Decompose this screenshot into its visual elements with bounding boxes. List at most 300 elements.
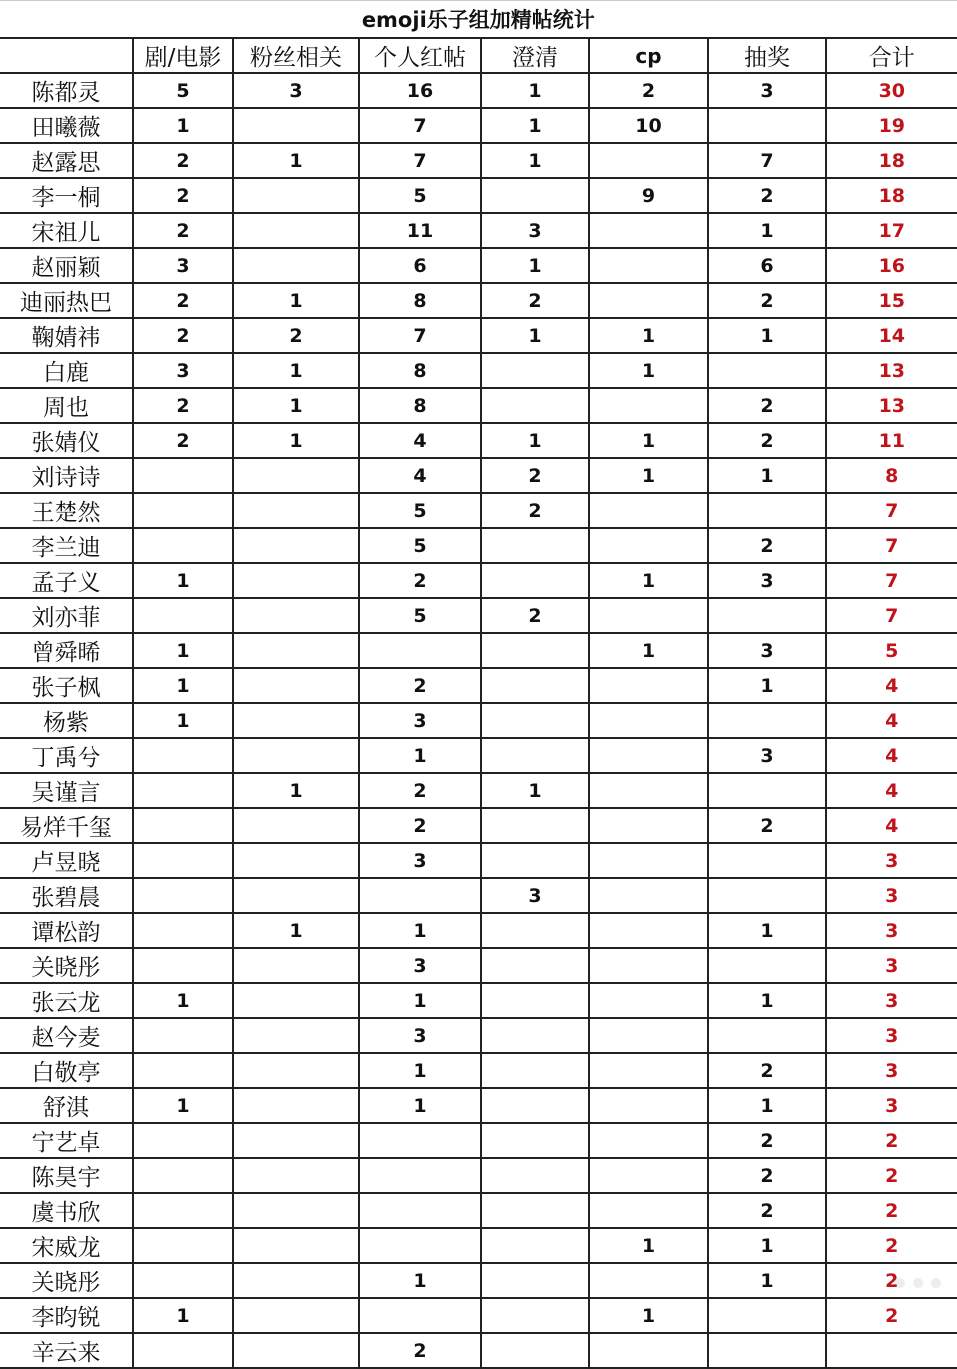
- lottery-cell: 1: [708, 1088, 826, 1123]
- lottery-cell: [708, 948, 826, 983]
- clarification-cell: 1: [481, 73, 589, 108]
- personal-hot-cell: 7: [359, 143, 481, 178]
- cp-cell: [589, 283, 708, 318]
- cp-cell: [589, 773, 708, 808]
- cp-cell: 10: [589, 108, 708, 143]
- clarification-cell: [481, 1298, 589, 1333]
- clarification-cell: 1: [481, 248, 589, 283]
- total-cell: 13: [826, 353, 957, 388]
- cp-cell: [589, 143, 708, 178]
- total-cell: [826, 1333, 957, 1368]
- fan-related-cell: [233, 633, 359, 668]
- table-row: [0, 1298, 957, 1333]
- table-row: [0, 423, 957, 458]
- lottery-cell: [708, 493, 826, 528]
- cp-cell: [589, 1053, 708, 1088]
- fan-related-cell: [233, 248, 359, 283]
- lottery-cell: 1: [708, 213, 826, 248]
- drama-movie-cell: [133, 493, 233, 528]
- total-cell: 2: [826, 1263, 957, 1298]
- cp-cell: [589, 668, 708, 703]
- table-row: [0, 948, 957, 983]
- cp-cell: [589, 493, 708, 528]
- personal-hot-cell: 16: [359, 73, 481, 108]
- personal-hot-cell: 2: [359, 668, 481, 703]
- personal-hot-cell: 2: [359, 1333, 481, 1368]
- clarification-cell: [481, 1263, 589, 1298]
- personal-hot-cell: [359, 1123, 481, 1158]
- name-cell: 张碧晨: [0, 878, 133, 913]
- lottery-cell: 6: [708, 248, 826, 283]
- header-name-col: [0, 38, 133, 73]
- total-cell: 15: [826, 283, 957, 318]
- personal-hot-cell: 3: [359, 843, 481, 878]
- drama-movie-cell: 1: [133, 108, 233, 143]
- drama-movie-cell: [133, 598, 233, 633]
- total-cell: 2: [826, 1193, 957, 1228]
- cp-cell: [589, 983, 708, 1018]
- name-cell: 刘亦菲: [0, 598, 133, 633]
- table-row: [0, 493, 957, 528]
- total-cell: 3: [826, 843, 957, 878]
- drama-movie-cell: 2: [133, 283, 233, 318]
- fan-related-cell: [233, 668, 359, 703]
- lottery-cell: 3: [708, 738, 826, 773]
- clarification-cell: [481, 633, 589, 668]
- clarification-cell: 1: [481, 318, 589, 353]
- cp-cell: [589, 388, 708, 423]
- drama-movie-cell: [133, 1123, 233, 1158]
- clarification-cell: [481, 913, 589, 948]
- drama-movie-cell: [133, 1053, 233, 1088]
- fan-related-cell: 2: [233, 318, 359, 353]
- name-cell: 鞠婧祎: [0, 318, 133, 353]
- drama-movie-cell: [133, 1228, 233, 1263]
- drama-movie-cell: 1: [133, 633, 233, 668]
- cp-cell: [589, 1263, 708, 1298]
- fan-related-cell: [233, 493, 359, 528]
- lottery-cell: [708, 1298, 826, 1333]
- fan-related-cell: [233, 563, 359, 598]
- name-cell: 赵露思: [0, 143, 133, 178]
- drama-movie-cell: [133, 738, 233, 773]
- name-cell: 孟子义: [0, 563, 133, 598]
- total-cell: 11: [826, 423, 957, 458]
- lottery-cell: [708, 598, 826, 633]
- fan-related-cell: 1: [233, 283, 359, 318]
- cp-cell: 1: [589, 353, 708, 388]
- name-cell: 田曦薇: [0, 108, 133, 143]
- drama-movie-cell: 3: [133, 353, 233, 388]
- table-row: [0, 668, 957, 703]
- personal-hot-cell: 3: [359, 948, 481, 983]
- personal-hot-cell: 1: [359, 983, 481, 1018]
- cp-cell: 1: [589, 563, 708, 598]
- table-row: [0, 1193, 957, 1228]
- name-cell: 李一桐: [0, 178, 133, 213]
- name-cell: 吴谨言: [0, 773, 133, 808]
- table-row: [0, 633, 957, 668]
- cp-cell: [589, 808, 708, 843]
- name-cell: 陈都灵: [0, 73, 133, 108]
- personal-hot-cell: 4: [359, 423, 481, 458]
- cp-cell: 1: [589, 633, 708, 668]
- table-row: [0, 143, 957, 178]
- lottery-cell: [708, 108, 826, 143]
- name-cell: 迪丽热巴: [0, 283, 133, 318]
- name-cell: 赵丽颖: [0, 248, 133, 283]
- personal-hot-cell: 7: [359, 318, 481, 353]
- cp-cell: [589, 1088, 708, 1123]
- lottery-cell: 2: [708, 808, 826, 843]
- clarification-cell: [481, 563, 589, 598]
- table-row: [0, 913, 957, 948]
- personal-hot-cell: [359, 1228, 481, 1263]
- table-row: [0, 458, 957, 493]
- table-row: [0, 1158, 957, 1193]
- personal-hot-cell: 2: [359, 808, 481, 843]
- clarification-cell: 3: [481, 878, 589, 913]
- personal-hot-cell: 2: [359, 773, 481, 808]
- name-cell: 易烊千玺: [0, 808, 133, 843]
- fan-related-cell: [233, 983, 359, 1018]
- cp-cell: [589, 598, 708, 633]
- personal-hot-cell: 8: [359, 283, 481, 318]
- total-cell: 4: [826, 773, 957, 808]
- header-clarification: 澄清: [481, 38, 589, 73]
- name-cell: 张子枫: [0, 668, 133, 703]
- lottery-cell: [708, 773, 826, 808]
- total-cell: 3: [826, 1088, 957, 1123]
- fan-related-cell: 1: [233, 143, 359, 178]
- total-cell: 4: [826, 738, 957, 773]
- lottery-cell: [708, 1018, 826, 1053]
- table-row: [0, 528, 957, 563]
- cp-cell: [589, 248, 708, 283]
- personal-hot-cell: 3: [359, 1018, 481, 1053]
- clarification-cell: [481, 388, 589, 423]
- drama-movie-cell: 2: [133, 213, 233, 248]
- cp-cell: [589, 213, 708, 248]
- clarification-cell: [481, 1053, 589, 1088]
- clarification-cell: 1: [481, 773, 589, 808]
- total-cell: 30: [826, 73, 957, 108]
- clarification-cell: [481, 178, 589, 213]
- drama-movie-cell: [133, 1263, 233, 1298]
- lottery-cell: 1: [708, 458, 826, 493]
- total-cell: 16: [826, 248, 957, 283]
- total-cell: 5: [826, 633, 957, 668]
- cp-cell: [589, 913, 708, 948]
- fan-related-cell: [233, 703, 359, 738]
- clarification-cell: [481, 1088, 589, 1123]
- personal-hot-cell: [359, 1158, 481, 1193]
- fan-related-cell: [233, 528, 359, 563]
- cp-cell: [589, 528, 708, 563]
- name-cell: 关晓彤: [0, 948, 133, 983]
- fan-related-cell: 1: [233, 353, 359, 388]
- title-row: [0, 1, 957, 39]
- name-cell: 宋祖儿: [0, 213, 133, 248]
- drama-movie-cell: [133, 458, 233, 493]
- drama-movie-cell: 2: [133, 423, 233, 458]
- table-row: [0, 1333, 957, 1368]
- lottery-cell: [708, 878, 826, 913]
- table-row: [0, 213, 957, 248]
- drama-movie-cell: 1: [133, 983, 233, 1018]
- drama-movie-cell: [133, 1333, 233, 1368]
- clarification-cell: [481, 528, 589, 563]
- fan-related-cell: [233, 213, 359, 248]
- lottery-cell: 3: [708, 633, 826, 668]
- table-row: [0, 563, 957, 598]
- lottery-cell: 2: [708, 388, 826, 423]
- name-cell: 张婧仪: [0, 423, 133, 458]
- fan-related-cell: [233, 1298, 359, 1333]
- total-cell: 7: [826, 528, 957, 563]
- drama-movie-cell: 5: [133, 73, 233, 108]
- cp-cell: [589, 1158, 708, 1193]
- fan-related-cell: [233, 1333, 359, 1368]
- table-row: [0, 1228, 957, 1263]
- total-cell: 18: [826, 178, 957, 213]
- fan-related-cell: [233, 458, 359, 493]
- drama-movie-cell: [133, 1158, 233, 1193]
- personal-hot-cell: [359, 633, 481, 668]
- table-row: [0, 843, 957, 878]
- drama-movie-cell: 2: [133, 388, 233, 423]
- cp-cell: 1: [589, 458, 708, 493]
- table-row: [0, 388, 957, 423]
- lottery-cell: 1: [708, 913, 826, 948]
- personal-hot-cell: 1: [359, 1088, 481, 1123]
- total-cell: 17: [826, 213, 957, 248]
- total-cell: 4: [826, 703, 957, 738]
- lottery-cell: 2: [708, 178, 826, 213]
- lottery-cell: 2: [708, 423, 826, 458]
- table-row: [0, 1263, 957, 1298]
- table-row: [0, 1018, 957, 1053]
- cp-cell: 1: [589, 1298, 708, 1333]
- table-row: [0, 353, 957, 388]
- header-personal-hot: 个人红帖: [359, 38, 481, 73]
- total-cell: 19: [826, 108, 957, 143]
- name-cell: 李昀锐: [0, 1298, 133, 1333]
- personal-hot-cell: 5: [359, 178, 481, 213]
- table-row: [0, 248, 957, 283]
- clarification-cell: 2: [481, 493, 589, 528]
- total-cell: 7: [826, 563, 957, 598]
- name-cell: 关晓彤: [0, 1263, 133, 1298]
- fan-related-cell: [233, 878, 359, 913]
- cp-cell: 1: [589, 423, 708, 458]
- lottery-cell: 3: [708, 73, 826, 108]
- cp-cell: [589, 1018, 708, 1053]
- drama-movie-cell: [133, 948, 233, 983]
- total-cell: 2: [826, 1298, 957, 1333]
- clarification-cell: [481, 1228, 589, 1263]
- table-row: [0, 983, 957, 1018]
- name-cell: 王楚然: [0, 493, 133, 528]
- clarification-cell: 2: [481, 598, 589, 633]
- cp-cell: 9: [589, 178, 708, 213]
- name-cell: 辛云来: [0, 1333, 133, 1368]
- clarification-cell: [481, 1158, 589, 1193]
- cp-cell: [589, 948, 708, 983]
- clarification-cell: [481, 1123, 589, 1158]
- table-row: [0, 1088, 957, 1123]
- lottery-cell: 2: [708, 1123, 826, 1158]
- header-total: 合计: [826, 38, 957, 73]
- header-drama-movie: 剧/电影: [133, 38, 233, 73]
- fan-related-cell: [233, 1018, 359, 1053]
- table-row: [0, 283, 957, 318]
- cp-cell: 1: [589, 1228, 708, 1263]
- fan-related-cell: [233, 1158, 359, 1193]
- personal-hot-cell: 5: [359, 598, 481, 633]
- lottery-cell: 2: [708, 1053, 826, 1088]
- table-row: [0, 738, 957, 773]
- table-row: [0, 318, 957, 353]
- clarification-cell: 1: [481, 108, 589, 143]
- watermark-dots-icon: [891, 1270, 951, 1300]
- drama-movie-cell: 2: [133, 178, 233, 213]
- fan-related-cell: [233, 738, 359, 773]
- total-cell: 2: [826, 1228, 957, 1263]
- clarification-cell: [481, 353, 589, 388]
- personal-hot-cell: 1: [359, 913, 481, 948]
- lottery-cell: 2: [708, 283, 826, 318]
- total-cell: 18: [826, 143, 957, 178]
- clarification-cell: [481, 1018, 589, 1053]
- total-cell: 14: [826, 318, 957, 353]
- table-row: [0, 178, 957, 213]
- drama-movie-cell: 1: [133, 703, 233, 738]
- cp-cell: [589, 738, 708, 773]
- header-fan-related: 粉丝相关: [233, 38, 359, 73]
- lottery-cell: 1: [708, 668, 826, 703]
- total-cell: 7: [826, 598, 957, 633]
- fan-related-cell: [233, 1088, 359, 1123]
- table-row: [0, 1123, 957, 1158]
- drama-movie-cell: [133, 1018, 233, 1053]
- total-cell: 4: [826, 808, 957, 843]
- personal-hot-cell: 3: [359, 703, 481, 738]
- clarification-cell: 3: [481, 213, 589, 248]
- cp-cell: [589, 1123, 708, 1158]
- fan-related-cell: 1: [233, 913, 359, 948]
- clarification-cell: 2: [481, 283, 589, 318]
- clarification-cell: [481, 668, 589, 703]
- cp-cell: [589, 1193, 708, 1228]
- clarification-cell: [481, 983, 589, 1018]
- personal-hot-cell: 1: [359, 738, 481, 773]
- total-cell: 13: [826, 388, 957, 423]
- lottery-cell: [708, 703, 826, 738]
- drama-movie-cell: [133, 878, 233, 913]
- personal-hot-cell: 6: [359, 248, 481, 283]
- name-cell: 周也: [0, 388, 133, 423]
- name-cell: 虞书欣: [0, 1193, 133, 1228]
- lottery-cell: [708, 353, 826, 388]
- table-row: [0, 1053, 957, 1088]
- drama-movie-cell: [133, 773, 233, 808]
- name-cell: 宁艺卓: [0, 1123, 133, 1158]
- drama-movie-cell: [133, 1193, 233, 1228]
- fan-related-cell: [233, 598, 359, 633]
- name-cell: 刘诗诗: [0, 458, 133, 493]
- header-row: [0, 38, 957, 73]
- lottery-cell: 1: [708, 318, 826, 353]
- table-row: [0, 598, 957, 633]
- fan-related-cell: [233, 1053, 359, 1088]
- clarification-cell: [481, 843, 589, 878]
- personal-hot-cell: 5: [359, 528, 481, 563]
- name-cell: 白敬亭: [0, 1053, 133, 1088]
- lottery-cell: 2: [708, 528, 826, 563]
- total-cell: 2: [826, 1158, 957, 1193]
- fan-related-cell: [233, 1123, 359, 1158]
- cp-cell: 1: [589, 318, 708, 353]
- fan-related-cell: [233, 808, 359, 843]
- fan-related-cell: [233, 108, 359, 143]
- name-cell: 李兰迪: [0, 528, 133, 563]
- personal-hot-cell: [359, 878, 481, 913]
- personal-hot-cell: 4: [359, 458, 481, 493]
- lottery-cell: 2: [708, 1193, 826, 1228]
- drama-movie-cell: 1: [133, 1298, 233, 1333]
- fan-related-cell: [233, 1263, 359, 1298]
- drama-movie-cell: [133, 913, 233, 948]
- drama-movie-cell: 1: [133, 1088, 233, 1123]
- personal-hot-cell: 7: [359, 108, 481, 143]
- drama-movie-cell: 1: [133, 563, 233, 598]
- clarification-cell: 2: [481, 458, 589, 493]
- fan-related-cell: 1: [233, 388, 359, 423]
- total-cell: 3: [826, 1053, 957, 1088]
- personal-hot-cell: 11: [359, 213, 481, 248]
- lottery-cell: 1: [708, 1228, 826, 1263]
- fan-related-cell: [233, 178, 359, 213]
- cp-cell: 2: [589, 73, 708, 108]
- total-cell: 7: [826, 493, 957, 528]
- table-title: emoji乐子组加精帖统计: [0, 1, 957, 39]
- clarification-cell: 1: [481, 143, 589, 178]
- lottery-cell: 1: [708, 1263, 826, 1298]
- table-row: [0, 773, 957, 808]
- name-cell: 曾舜晞: [0, 633, 133, 668]
- table-row: [0, 878, 957, 913]
- fan-related-cell: [233, 948, 359, 983]
- total-cell: 3: [826, 983, 957, 1018]
- name-cell: 赵今麦: [0, 1018, 133, 1053]
- table-row: [0, 808, 957, 843]
- drama-movie-cell: 2: [133, 143, 233, 178]
- lottery-cell: 1: [708, 983, 826, 1018]
- personal-hot-cell: 2: [359, 563, 481, 598]
- cp-cell: [589, 843, 708, 878]
- personal-hot-cell: 1: [359, 1263, 481, 1298]
- clarification-cell: [481, 1193, 589, 1228]
- drama-movie-cell: 1: [133, 668, 233, 703]
- cp-cell: [589, 1333, 708, 1368]
- name-cell: 宋威龙: [0, 1228, 133, 1263]
- name-cell: 舒淇: [0, 1088, 133, 1123]
- table-row: [0, 703, 957, 738]
- total-cell: 4: [826, 668, 957, 703]
- total-cell: 3: [826, 913, 957, 948]
- total-cell: 3: [826, 948, 957, 983]
